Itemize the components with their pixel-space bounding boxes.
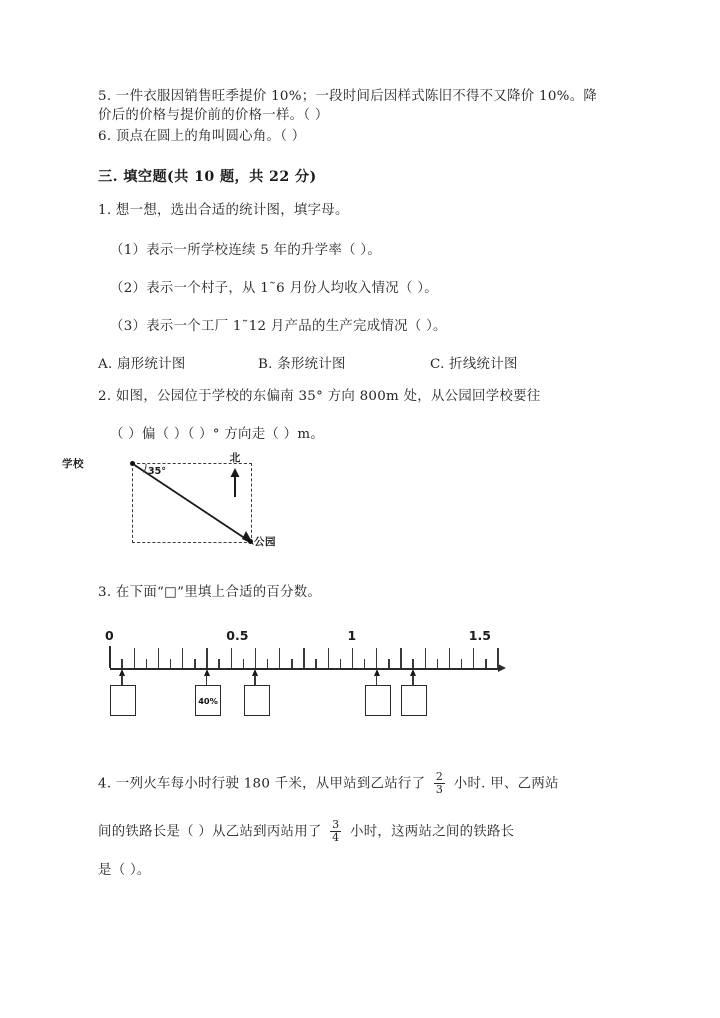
- number-line-tick-label: 0: [105, 628, 114, 643]
- number-line-diagram: [104, 628, 514, 720]
- number-line-major-tick: [255, 648, 256, 668]
- park-label: 公园: [254, 536, 276, 548]
- school-label: 学校: [62, 458, 84, 470]
- number-line-minor-tick: [194, 659, 195, 668]
- number-line-minor-tick: [121, 659, 122, 668]
- number-line-major-tick: [134, 648, 135, 668]
- fraction-numerator: 2: [435, 770, 444, 783]
- question-2-line-1: 2. 如图，公园位于学校的东偏南 35° 方向 800m 处，从公园回学校要往: [98, 389, 541, 404]
- question-5-line-1: 5. 一件衣服因销售旺季提价 10%；一段时间后因样式陈旧不得不又降价 10%。降: [98, 89, 598, 104]
- number-line-minor-tick: [170, 659, 171, 668]
- question-5-line-2: 价后的价格与提价前的价格一样。（ ）: [98, 108, 329, 123]
- fraction-numerator: 3: [332, 818, 340, 831]
- number-line-answer-box-empty[interactable]: [110, 685, 136, 716]
- number-line-major-tick: [400, 648, 401, 668]
- number-line-minor-tick: [218, 659, 219, 668]
- question-4-text-1a: 4. 一列火车每小时行驶 180 千米，从甲站到乙站行了: [98, 776, 426, 792]
- park-point: [248, 539, 253, 544]
- number-line-minor-tick: [146, 659, 147, 668]
- question-4-text-1b: 小时. 甲、乙两站: [453, 776, 559, 792]
- north-arrow-icon: [228, 467, 242, 499]
- question-1-option-a: A. 扇形统计图: [98, 357, 186, 372]
- number-line-major-tick: [473, 648, 474, 668]
- question-4-line-1: [98, 772, 559, 796]
- fraction-three-quarters: [330, 819, 341, 843]
- number-line-axis-arrowhead: [498, 664, 506, 672]
- fraction-two-thirds: [434, 771, 445, 795]
- direction-diagram: [62, 448, 276, 558]
- number-line-minor-tick: [243, 659, 244, 668]
- number-line-major-tick: [182, 648, 183, 668]
- north-label: 北: [229, 452, 241, 464]
- number-line-minor-tick: [267, 659, 268, 668]
- number-line-tick-label: 1: [347, 628, 357, 643]
- number-line-major-tick: [497, 648, 498, 668]
- number-line-major-tick: [352, 648, 353, 668]
- section-heading-fill-in-blank: 三. 填空题(共 10 题，共 22 分): [98, 169, 317, 185]
- fraction-denominator: 3: [435, 782, 444, 796]
- number-line-major-tick: [206, 648, 207, 668]
- question-4-text-2b: 小时，这两站之间的铁路长: [350, 824, 515, 840]
- question-2-line-2: （ ）偏（ ）（ ）° 方向走（ ）m。: [110, 427, 325, 442]
- number-line-major-tick: [328, 648, 329, 668]
- number-line-origin-tick: [109, 646, 111, 668]
- north-indicator: [222, 450, 248, 499]
- school-point: [130, 461, 135, 466]
- number-line-minor-tick: [291, 659, 292, 668]
- question-1-sub-2: （2）表示一个村子，从 1˜6 月份人均收入情况（ ）。: [110, 281, 438, 296]
- number-line-major-tick: [303, 648, 304, 668]
- number-line-answer-box-filled[interactable]: 40%: [195, 685, 221, 716]
- question-1-sub-1: （1）表示一所学校连续 5 年的升学率（ ）。: [110, 243, 382, 258]
- number-line-minor-tick: [340, 659, 341, 668]
- number-line-major-tick: [376, 648, 377, 668]
- question-1-stem: 1. 想一想，选出合适的统计图，填字母。: [98, 203, 349, 218]
- number-line-tick-label: 1.5: [468, 628, 491, 643]
- question-4-line-2: [98, 820, 514, 844]
- number-line-major-tick: [449, 648, 450, 668]
- question-1-option-c: C. 折线统计图: [430, 357, 518, 372]
- number-line-major-tick: [158, 648, 159, 668]
- question-4-text-2a: 间的铁路长是（ ）从乙站到丙站用了: [98, 824, 322, 840]
- question-3-stem: 3. 在下面“□”里填上合适的百分数。: [98, 585, 322, 600]
- question-4-line-3: 是（ ）。: [98, 863, 151, 878]
- number-line-minor-tick: [315, 659, 316, 668]
- number-line-major-tick: [425, 648, 426, 668]
- number-line-minor-tick: [461, 659, 462, 668]
- number-line-tick-label: 0.5: [226, 628, 249, 643]
- number-line-answer-box-empty[interactable]: [365, 685, 391, 716]
- number-line-major-tick: [279, 648, 280, 668]
- number-line-major-tick: [231, 648, 232, 668]
- number-line-axis: [110, 668, 500, 670]
- fraction-denominator: 4: [332, 830, 340, 844]
- angle-label: 35°: [148, 466, 166, 477]
- number-line-minor-tick: [364, 659, 365, 668]
- question-1-option-b: B. 条形统计图: [258, 357, 346, 372]
- number-line-minor-tick: [485, 659, 486, 668]
- number-line-answer-box-empty[interactable]: [244, 685, 270, 716]
- number-line-minor-tick: [412, 659, 413, 668]
- number-line-minor-tick: [437, 659, 438, 668]
- question-6-line-1: 6. 顶点在圆上的角叫圆心角。（ ）: [98, 129, 306, 144]
- number-line-answer-box-empty[interactable]: [401, 685, 427, 716]
- question-1-sub-3: （3）表示一个工厂 1˜12 月产品的生产完成情况（ ）。: [110, 319, 447, 334]
- number-line-minor-tick: [388, 659, 389, 668]
